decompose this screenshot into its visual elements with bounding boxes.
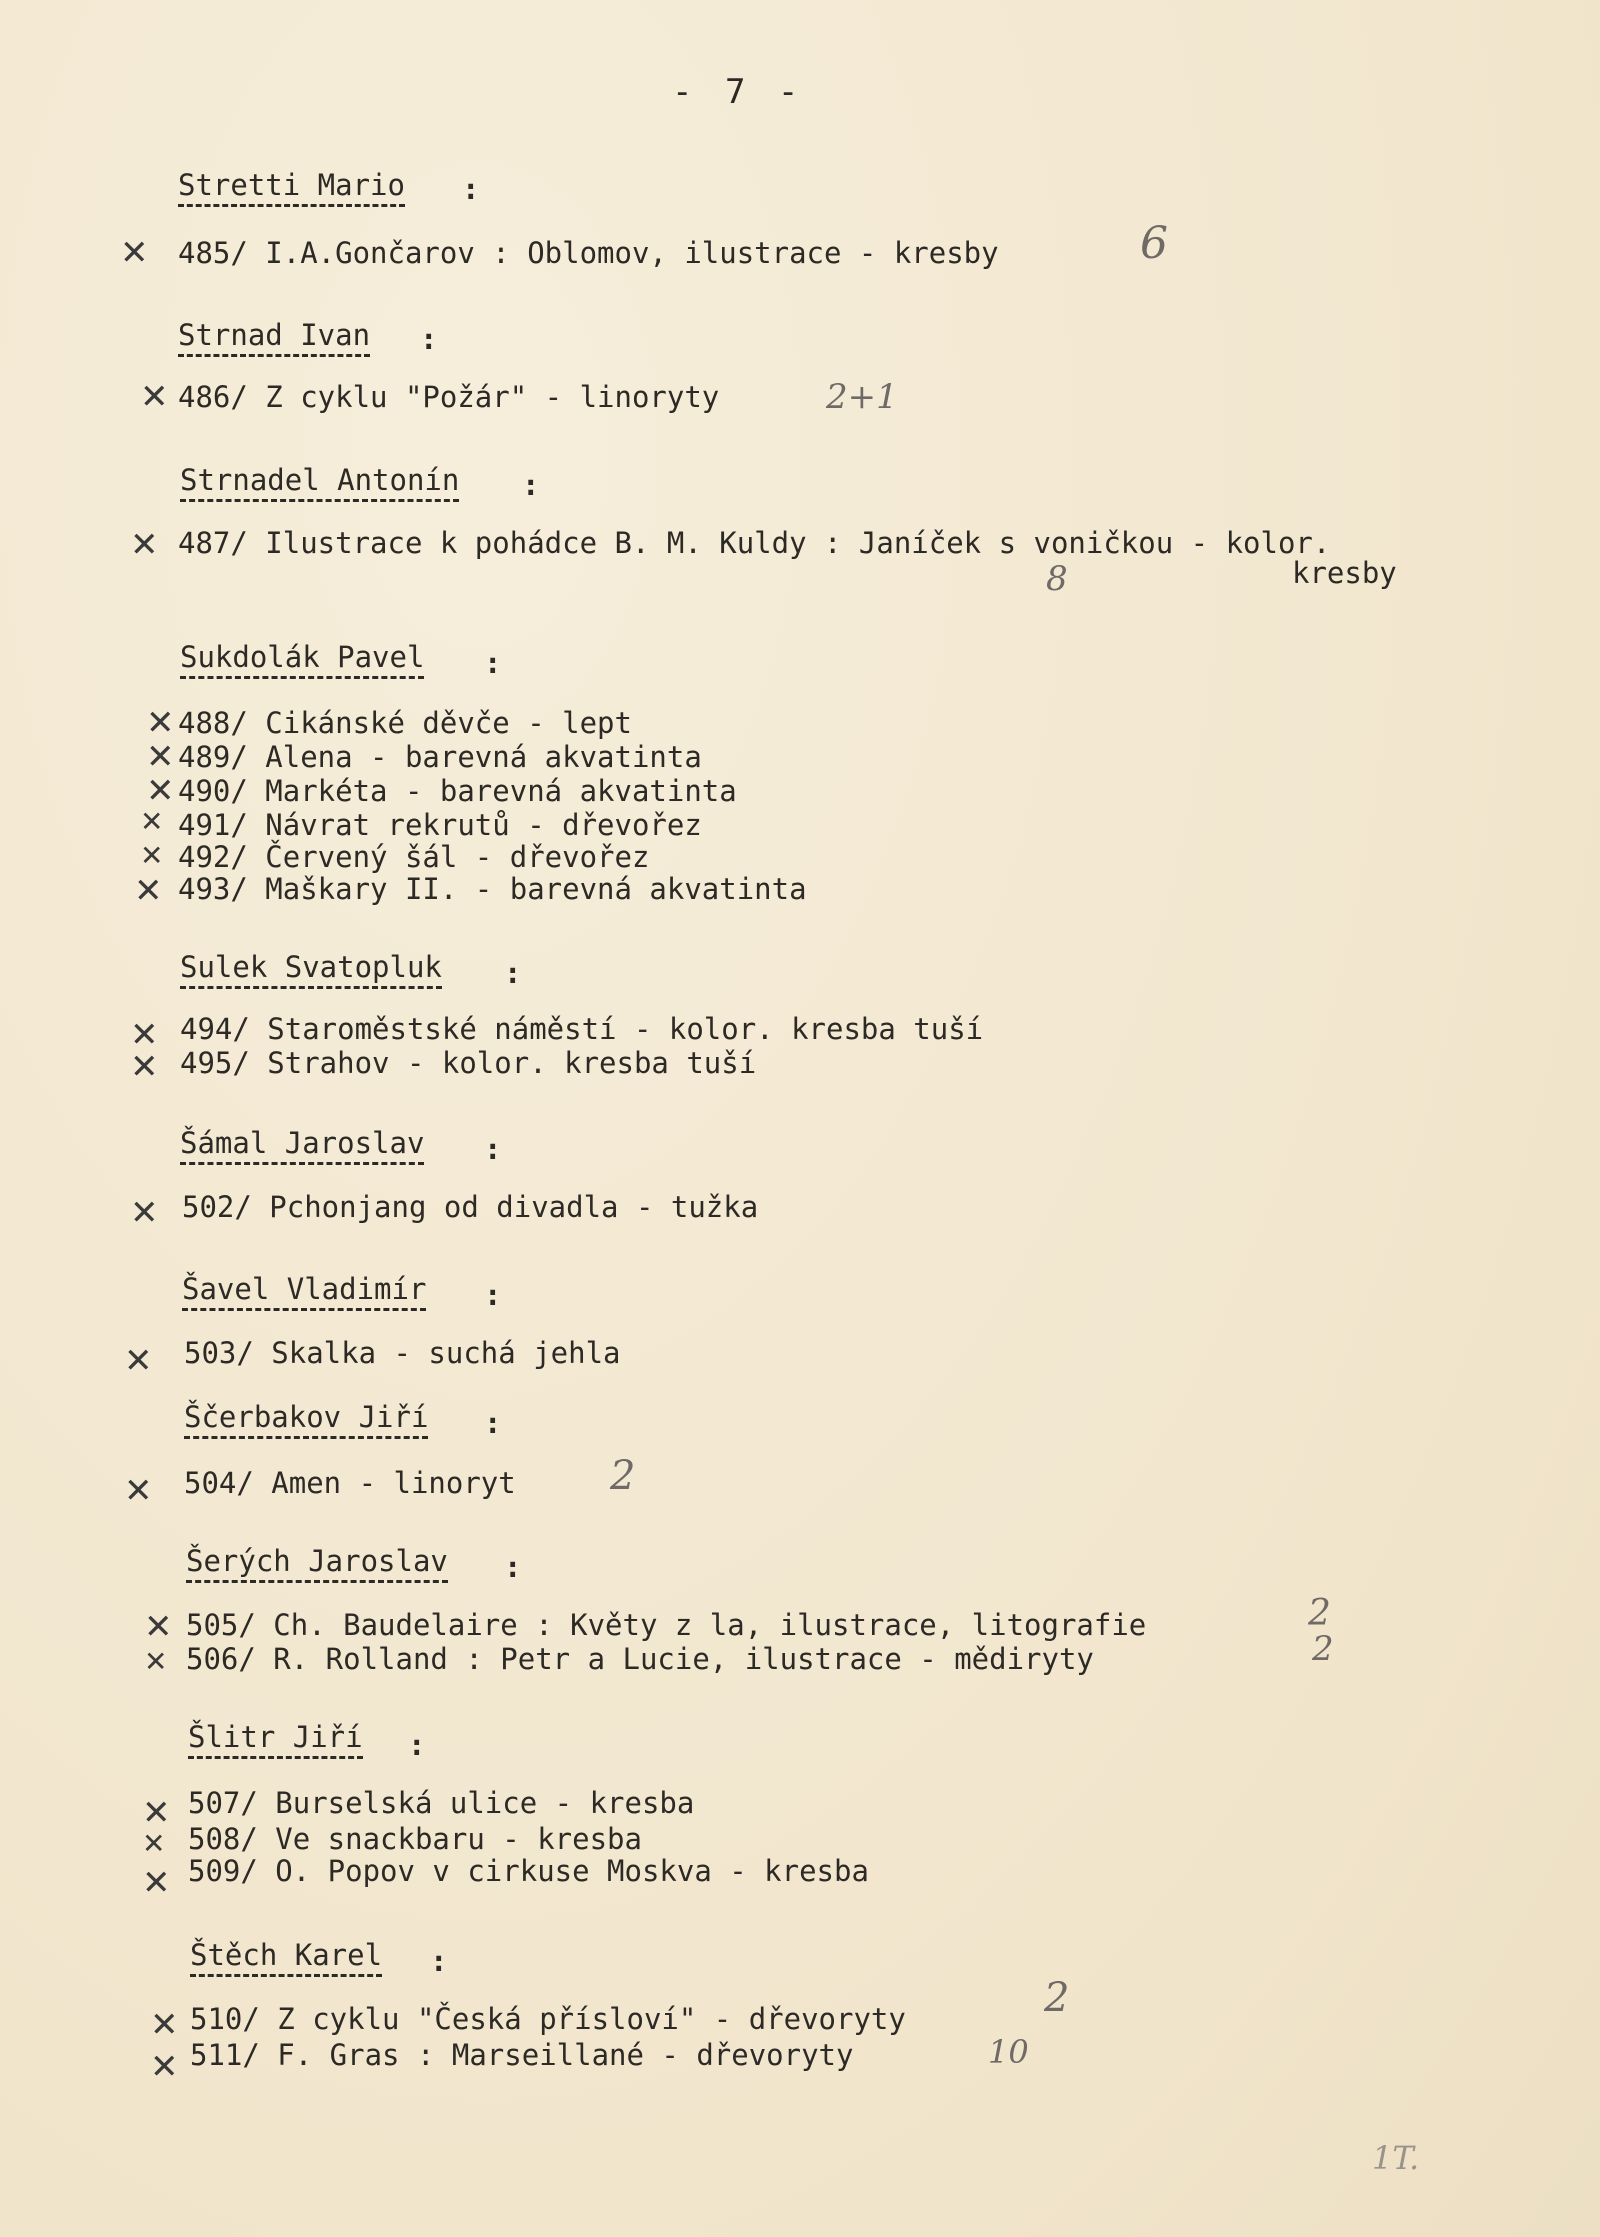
- catalog-entry: 492/ Červený šál - dřevořez: [178, 840, 650, 874]
- catalog-entry: 508/ Ve snackbaru - kresba: [188, 1822, 642, 1856]
- check-mark: ✕: [130, 525, 159, 565]
- check-mark: ✕: [144, 1607, 173, 1647]
- catalog-entry: 507/ Burselská ulice - kresba: [188, 1786, 695, 1820]
- check-mark: ✕: [146, 737, 175, 777]
- check-mark: ✕: [124, 1471, 153, 1511]
- catalog-entry: 488/ Cikánské děvče - lept: [178, 706, 632, 740]
- catalog-entry: 506/ R. Rolland : Petr a Lucie, ilustrace - mědiryty: [186, 1642, 1094, 1676]
- check-mark: ✕: [130, 1015, 159, 1055]
- artist-heading: Stretti Mario: [178, 170, 405, 207]
- catalog-entry: 505/ Ch. Baudelaire : Květy z la, ilustrace, litografie: [186, 1608, 1147, 1642]
- catalog-entry-continuation: kresby: [1292, 556, 1397, 590]
- pencil-note: 6: [1140, 218, 1168, 269]
- catalog-entry: 495/ Strahov - kolor. kresba tuší: [180, 1046, 757, 1080]
- catalog-entry: 503/ Skalka - suchá jehla: [184, 1336, 621, 1370]
- check-mark: ✕: [120, 233, 149, 273]
- check-mark: ✕: [144, 1645, 168, 1678]
- heading-colon: :: [504, 956, 522, 990]
- catalog-entry: 504/ Amen - linoryt: [184, 1466, 516, 1500]
- check-mark: ✕: [146, 771, 175, 811]
- catalog-entry: 489/ Alena - barevná akvatinta: [178, 740, 702, 774]
- pencil-note: 2: [1312, 1629, 1334, 1669]
- check-mark: ✕: [130, 1047, 159, 1087]
- catalog-entry: 485/ I.A.Gončarov : Oblomov, ilustrace - kresby: [178, 236, 999, 270]
- check-mark: ✕: [146, 703, 175, 743]
- heading-colon: :: [408, 1728, 426, 1762]
- pencil-note: 10: [988, 2033, 1029, 2071]
- check-mark: ✕: [140, 805, 164, 838]
- heading-colon: :: [504, 1550, 522, 1584]
- heading-colon: :: [484, 1406, 502, 1440]
- catalog-entry: 511/ F. Gras : Marseillané - dřevoryty: [190, 2038, 854, 2072]
- check-mark: ✕: [124, 1341, 153, 1381]
- artist-heading: Strnadel Antonín: [180, 465, 459, 502]
- pencil-note: 1T.: [1372, 2139, 1420, 2177]
- pencil-note: 2: [1308, 1593, 1331, 1634]
- heading-colon: :: [484, 1278, 502, 1312]
- check-mark: ✕: [130, 1193, 159, 1233]
- artist-heading: Sulek Svatopluk: [180, 952, 442, 989]
- catalog-entry: 494/ Staroměstské náměstí - kolor. kresba tuší: [180, 1012, 984, 1046]
- catalog-entry: 502/ Pchonjang od divadla - tužka: [182, 1190, 759, 1224]
- check-mark: ✕: [142, 1827, 166, 1860]
- catalog-entry: 487/ Ilustrace k pohádce B. M. Kuldy : Janíček s voničkou - kolor.: [178, 526, 1331, 560]
- artist-heading: Šavel Vladimír: [182, 1274, 426, 1311]
- catalog-entry: 509/ O. Popov v cirkuse Moskva - kresba: [188, 1854, 869, 1888]
- heading-colon: :: [420, 322, 438, 356]
- check-mark: ✕: [140, 377, 169, 417]
- page-number: - 7 -: [672, 72, 805, 112]
- check-mark: ✕: [150, 2047, 179, 2087]
- heading-colon: :: [484, 646, 502, 680]
- check-mark: ✕: [134, 871, 163, 911]
- catalog-entry: 486/ Z cyklu "Požár" - linoryty: [178, 380, 720, 414]
- pencil-note: 2: [610, 1453, 636, 1499]
- catalog-entry: 493/ Maškary II. - barevná akvatinta: [178, 872, 807, 906]
- catalog-entry: 491/ Návrat rekrutů - dřevořez: [178, 808, 702, 842]
- artist-heading: Sukdolák Pavel: [180, 642, 424, 679]
- catalog-entry: 510/ Z cyklu "Česká přísloví" - dřevoryty: [190, 2002, 906, 2036]
- check-mark: ✕: [140, 839, 164, 872]
- heading-colon: :: [462, 172, 480, 206]
- check-mark: ✕: [142, 1863, 171, 1903]
- check-mark: ✕: [142, 1793, 171, 1833]
- artist-heading: Šámal Jaroslav: [180, 1128, 424, 1165]
- artist-heading: Šerých Jaroslav: [186, 1546, 448, 1583]
- pencil-note: 8: [1046, 559, 1068, 599]
- pencil-note: 2+1: [826, 377, 898, 417]
- heading-colon: :: [430, 1944, 448, 1978]
- check-mark: ✕: [150, 2005, 179, 2045]
- heading-colon: :: [484, 1132, 502, 1166]
- pencil-note: 2: [1044, 1975, 1070, 2021]
- artist-heading: Šlitr Jiří: [188, 1722, 363, 1759]
- heading-colon: :: [522, 468, 540, 502]
- catalog-entry: 490/ Markéta - barevná akvatinta: [178, 774, 737, 808]
- artist-heading: Ščerbakov Jiří: [184, 1402, 428, 1439]
- artist-heading: Strnad Ivan: [178, 320, 370, 357]
- artist-heading: Štěch Karel: [190, 1940, 382, 1977]
